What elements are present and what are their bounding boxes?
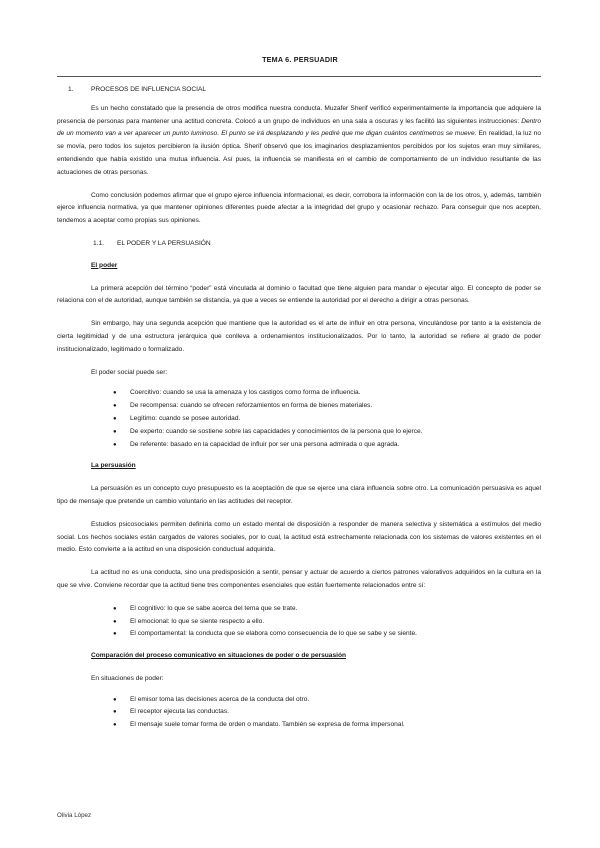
document-body	[57, 84, 541, 741]
comparacion-label: En situaciones de poder:	[91, 674, 164, 682]
paragraph-persuasion-2: Estudios psicosociales permiten definirla como un estado mental de disposición a responder de manera selectiva y sistemática a estímulos del medio social. Los hechos sociales están cargados de valores sociales, por lo cual, la actitud está estrechamente relacionada con los sistemas de valores existentes en el medio. Esto convierte a la actitud en una disposición conductual adquirida.	[57, 520, 541, 554]
bullet-icon: ●	[113, 722, 117, 729]
list-item	[57, 400, 541, 413]
title-divider	[57, 76, 541, 77]
paragraph-poder-2: Sin embargo, hay una segunda acepción que mantiene que la autoridad es el arte de influir en otra persona, vinculándose por tanto a la existencia de cierta legitimidad y de una estructura jerárquica que conlleva a ordenamientos institucionalizados. Por lo tanto, la autoridad se refiere al grado de poder institucionalizado, legitimado o formalizado.	[57, 320, 541, 353]
bullet-icon: ●	[113, 415, 117, 422]
list-item	[57, 719, 541, 732]
comparacion-list	[57, 694, 541, 732]
list-item	[57, 387, 541, 400]
section-number: 1.	[68, 86, 74, 93]
subsection-title: EL PODER Y LA PERSUASIÓN	[117, 239, 211, 247]
list-item	[57, 603, 541, 616]
list-item	[57, 413, 541, 426]
bullet-icon: ●	[113, 428, 117, 435]
paragraph-persuasion-3: La actitud no es una conducta, sino una predisposición a sentir, pensar y actuar de acuerdo a ciertos patrones valorativos adquiridos en la cultura en la que se vive. Conviene recordar que la actitud tiene tres componentes esenciales que están fuertemente relacionados entre sí:	[57, 569, 541, 589]
list-item-text: De recompensa: cuando se ofrecen reforzamientos en forma de bienes materiales.	[130, 402, 373, 410]
list-item	[57, 706, 541, 719]
list-item	[57, 694, 541, 707]
page-footer-author: Olivia López	[57, 812, 92, 819]
heading-persuasion: La persuasión	[91, 462, 136, 470]
list-item-text: De referente: basado en la capacidad de influir por ser una persona admirada o que agrada.	[130, 440, 400, 448]
paragraph-sherif	[57, 103, 541, 180]
paragraph-quote: Dentro de un momento van a ver aparecer un punto luminoso. El punto se irá desplazando y les pediré que me digan cuántos centímetros se mueve.	[57, 117, 541, 138]
section-heading-1	[57, 84, 541, 97]
paragraph-conclusion: Como conclusión podemos afirmar que el grupo ejerce influencia informacional, es decir, corrobora la información con la de los otros, y, además, también ejerce influencia normativa, ya que mantener opiniones diferentes puede afectar a la integridad del grupo y ocasionar rechazo. Para conseguir que nos acepten, tendemos a aceptar como propias sus opiniones.	[57, 191, 541, 225]
bullet-icon: ●	[113, 696, 117, 703]
poder-list-label: El poder social puede ser:	[91, 368, 168, 376]
list-item-text: El emisor toma las decisiones acerca de la conducta del otro.	[130, 695, 310, 703]
list-item-text: Coercitivo: cuando se usa la amenaza y los castigos como forma de influencia.	[130, 389, 361, 397]
subsection-number: 1.1.	[93, 239, 104, 247]
paragraph-text: En realidad, la luz no se movía, pero todos los sujetos percibieron la ilusión óptica. Sherif observó que los imaginarios desplazamientos percibidos por los sujetos eran muy similares, entendiendo que había existido una mutua influencia. Así pues, la influencia se manifiesta en el cambio de comportamiento de un individuo resultante de las actuaciones de otras personas.	[57, 130, 541, 176]
list-item-text: El emocional: lo que se siente respecto a ello.	[130, 617, 265, 625]
bullet-icon: ●	[113, 390, 117, 397]
list-item-text: El receptor ejecuta las conductas.	[130, 708, 229, 716]
list-item-text: El cognitivo: lo que se sabe acerca del tema que se trate.	[130, 604, 298, 612]
paragraph-persuasion-1: La persuasión es un concepto cuyo presupuesto es la aceptación de que se ejerce una clara influencia sobre otro. La comunicación persuasiva es aquel tipo de mensaje que pretende un cambio voluntario en las actitudes del receptor.	[57, 485, 541, 505]
bullet-icon: ●	[113, 403, 117, 410]
list-item	[57, 426, 541, 439]
actitud-list	[57, 603, 541, 641]
bullet-icon: ●	[113, 618, 117, 625]
list-item	[57, 439, 541, 452]
heading-comparacion: Comparación del proceso comunicativo en situaciones de poder o de persuasión	[91, 652, 347, 660]
list-item	[57, 616, 541, 629]
document-title: TEMA 6. PERSUADIR	[262, 55, 338, 64]
list-item-text: El mensaje suele tomar forma de orden o mandato. También se expresa de forma impersonal.	[130, 721, 405, 729]
list-item-text: De experto: cuando se sostiene sobre las capacidades y conocimientos de la persona que lo ejerce.	[130, 427, 423, 435]
heading-poder: El poder	[91, 261, 118, 269]
paragraph-poder-1: La primera acepción del término “poder” está vinculada al dominio o facultad que tiene alguien para mandar o ejecutar algo. El concepto de poder se relaciona con el de autoridad, aunque también se distancia, ya que a veces se entiende la autoridad por el derecho a dirigir a otras personas.	[57, 284, 541, 305]
paragraph-text: Es un hecho constatado que la presencia de otros modifica nuestra conducta. Muzafer Sherif verificó experimentalmente la importancia que adquiere la presencia de personas para mantener una actitud concreta. Colocó a un grupo de individuos en una sala a oscuras y les facilitó las siguientes instrucciones:	[57, 104, 541, 125]
section-heading-1-1	[57, 238, 541, 251]
section-title: PROCESOS DE INFLUENCIA SOCIAL	[91, 86, 207, 93]
poder-list	[57, 387, 541, 451]
bullet-icon: ●	[113, 631, 117, 638]
bullet-icon: ●	[113, 709, 117, 716]
list-item	[57, 628, 541, 641]
list-item-text: El comportamental: la conducta que se elabora como consecuencia de lo que se sabe y se siente.	[130, 630, 418, 638]
bullet-icon: ●	[113, 605, 117, 612]
bullet-icon: ●	[113, 441, 117, 448]
list-item-text: Legítimo: cuando se posee autoridad.	[130, 414, 241, 422]
